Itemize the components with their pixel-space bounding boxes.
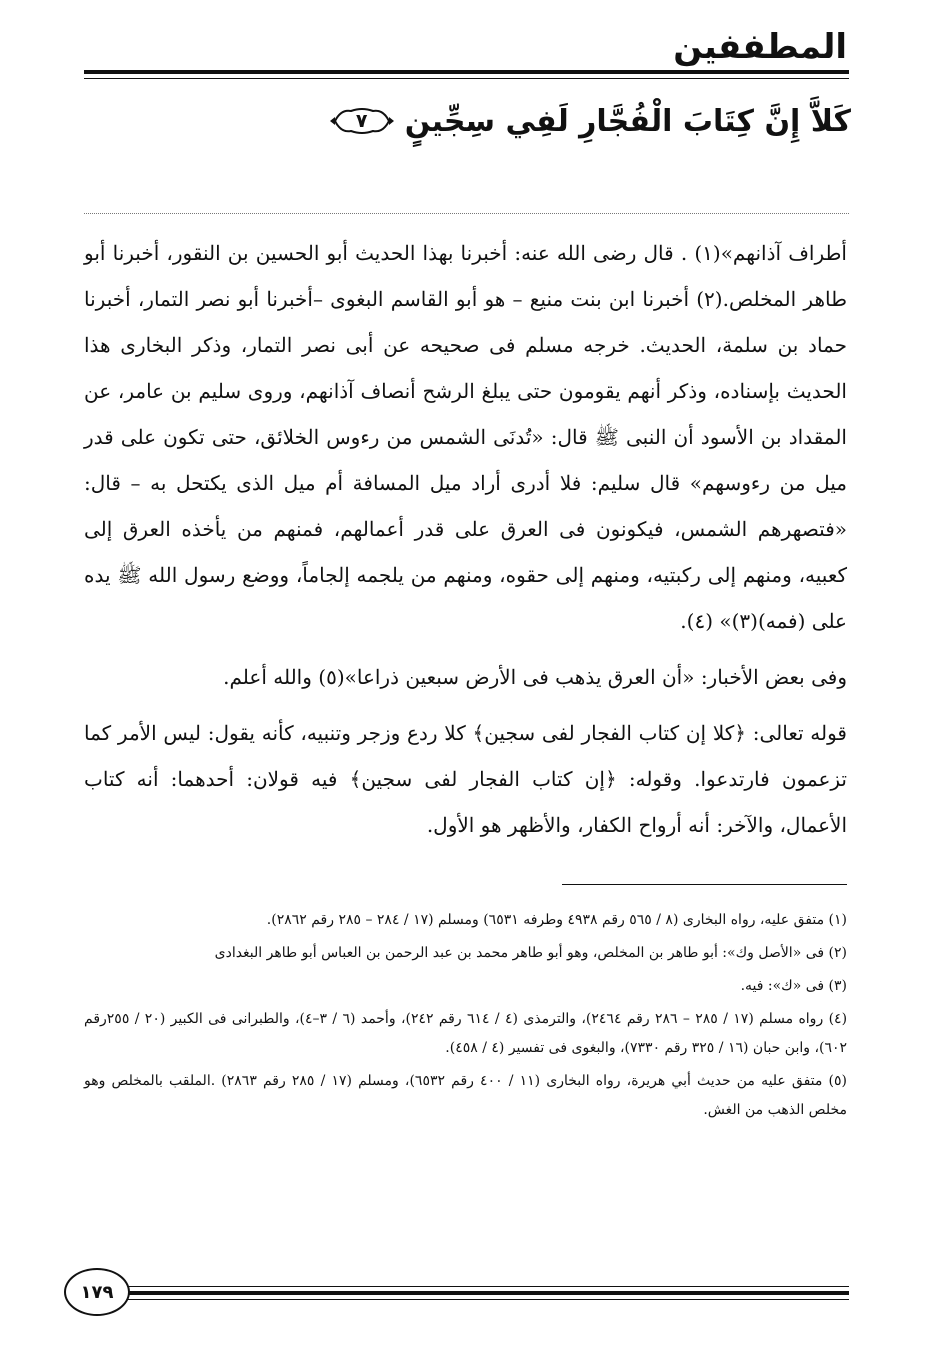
- verse-number: ٧: [355, 110, 368, 132]
- page-number: ١٧٩: [64, 1268, 130, 1316]
- commentary-body: [84, 230, 847, 848]
- footnote-1: (١) متفق عليه، رواه البخارى (٨ / ٥٦٥ رقم ٤٩٣٨ وطرفه ٦٥٣١) ومسلم (١٧ / ٢٨٤ – ٢٨٥ رقم ٢٨٦٢).: [266, 912, 847, 928]
- verse-text: كَلاَّ إِنَّ كِتَابَ الْفُجَّارِ لَفِي سِجِّينٍ: [404, 103, 851, 139]
- paragraph-3: قوله تعالى: ﴿كلا إن كتاب الفجار لفى سجين﴾ كلا ردع وزجر وتنبيه، كأنه يقول: ليس الأمر كما تزعمون فارتدعوا. وقوله: ﴿إن كتاب الفجار لفى سجين﴾ فيه قولان: أحدهما: أنه كتاب الأعمال، والآخر: أنه أرواح الكفار، والأظهر هو الأول.: [84, 721, 847, 837]
- footnote-2: (٢) فى «الأصل وك»: أبو طاهر بن المخلص، وهو أبو طاهر محمد بن عبد الرحمن بن العباس أبو طاهر البغدادى: [214, 945, 847, 961]
- footnote-separator: [562, 884, 847, 885]
- header-rule-thick: [84, 70, 849, 74]
- dotted-separator: [84, 213, 849, 214]
- header-rule-thin: [84, 78, 849, 79]
- footer-rule-thick: [128, 1291, 849, 1295]
- footer-rule-thin-bottom: [128, 1299, 849, 1300]
- surah-name-header: المطففين: [673, 27, 847, 67]
- paragraph-1: أطراف آذانهم»(١) . قال رضى الله عنه: أخبرنا بهذا الحديث أبو الحسين بن النقور، أخبرنا أبو طاهر المخلص.(٢) أخبرنا ابن بنت منيع – هو أبو القاسم البغوى –أخبرنا أبو نصر التمار، أخبرنا حماد بن سلمة، الحديث. خرجه مسلم فى صحيحه عن أبى نصر التمار، وذكر البخارى هذا الحديث بإسناده، وذكر أنهم يقومون حتى يبلغ الرشح أنصاف آذانهم، وروى سليم بن عامر، عن المقداد بن الأسود أن النبى ﷺ قال: «تُدنَى الشمس من رءوس الخلائق، حتى تكون على قدر ميل من رءوسهم» قال سليم: فلا أدرى أراد ميل المسافة أم ميل الذى يكتحل به – قال: «فتصهرهم الشمس، فيكونون فى العرق على قدر أعمالهم، فمنهم من يأخذه العرق إلى كعبيه، ومنهم إلى ركبتيه، ومنهم إلى حقوه، ومنهم من يلجمه إلجاماً، ووضع رسول الله ﷺ يده على (فمه)(٣)» (٤).: [84, 241, 847, 633]
- footer-rule-thin-top: [128, 1286, 849, 1287]
- verse-line: [91, 96, 851, 146]
- paragraph-2: وفى بعض الأخبار: «أن العرق يذهب فى الأرض سبعين ذراعا»(٥) والله أعلم.: [223, 665, 847, 689]
- footnote-3: (٣) فى «ك»: فيه.: [740, 978, 847, 994]
- verse-number-ornament-icon: [329, 105, 395, 137]
- footnote-4: (٤) رواه مسلم (١٧ / ٢٨٥ – ٢٨٦ رقم ٢٤٦٤)، والترمذى (٤ / ٦١٤ رقم ٢٤٢)، وأحمد (٦ / ٣–٤)، والطبرانى فى الكبير (٢٠ / ٢٥٥رقم ٦٠٢)، وابن حبان (١٦ / ٣٢٥ رقم ٧٣٣٠)، والبغوى فى تفسير (٤ / ٤٥٨).: [84, 1011, 848, 1056]
- footnotes: [84, 906, 847, 1129]
- footnote-5: (٥) متفق عليه من حديث أبي هريرة، رواه البخارى (١١ / ٤٠٠ رقم ٦٥٣٢)، ومسلم (١٧ / ٢٨٥ رقم ٢٨٦٣) .الملقب بالمخلص وهو مخلص الذهب من الغش.: [84, 1073, 848, 1118]
